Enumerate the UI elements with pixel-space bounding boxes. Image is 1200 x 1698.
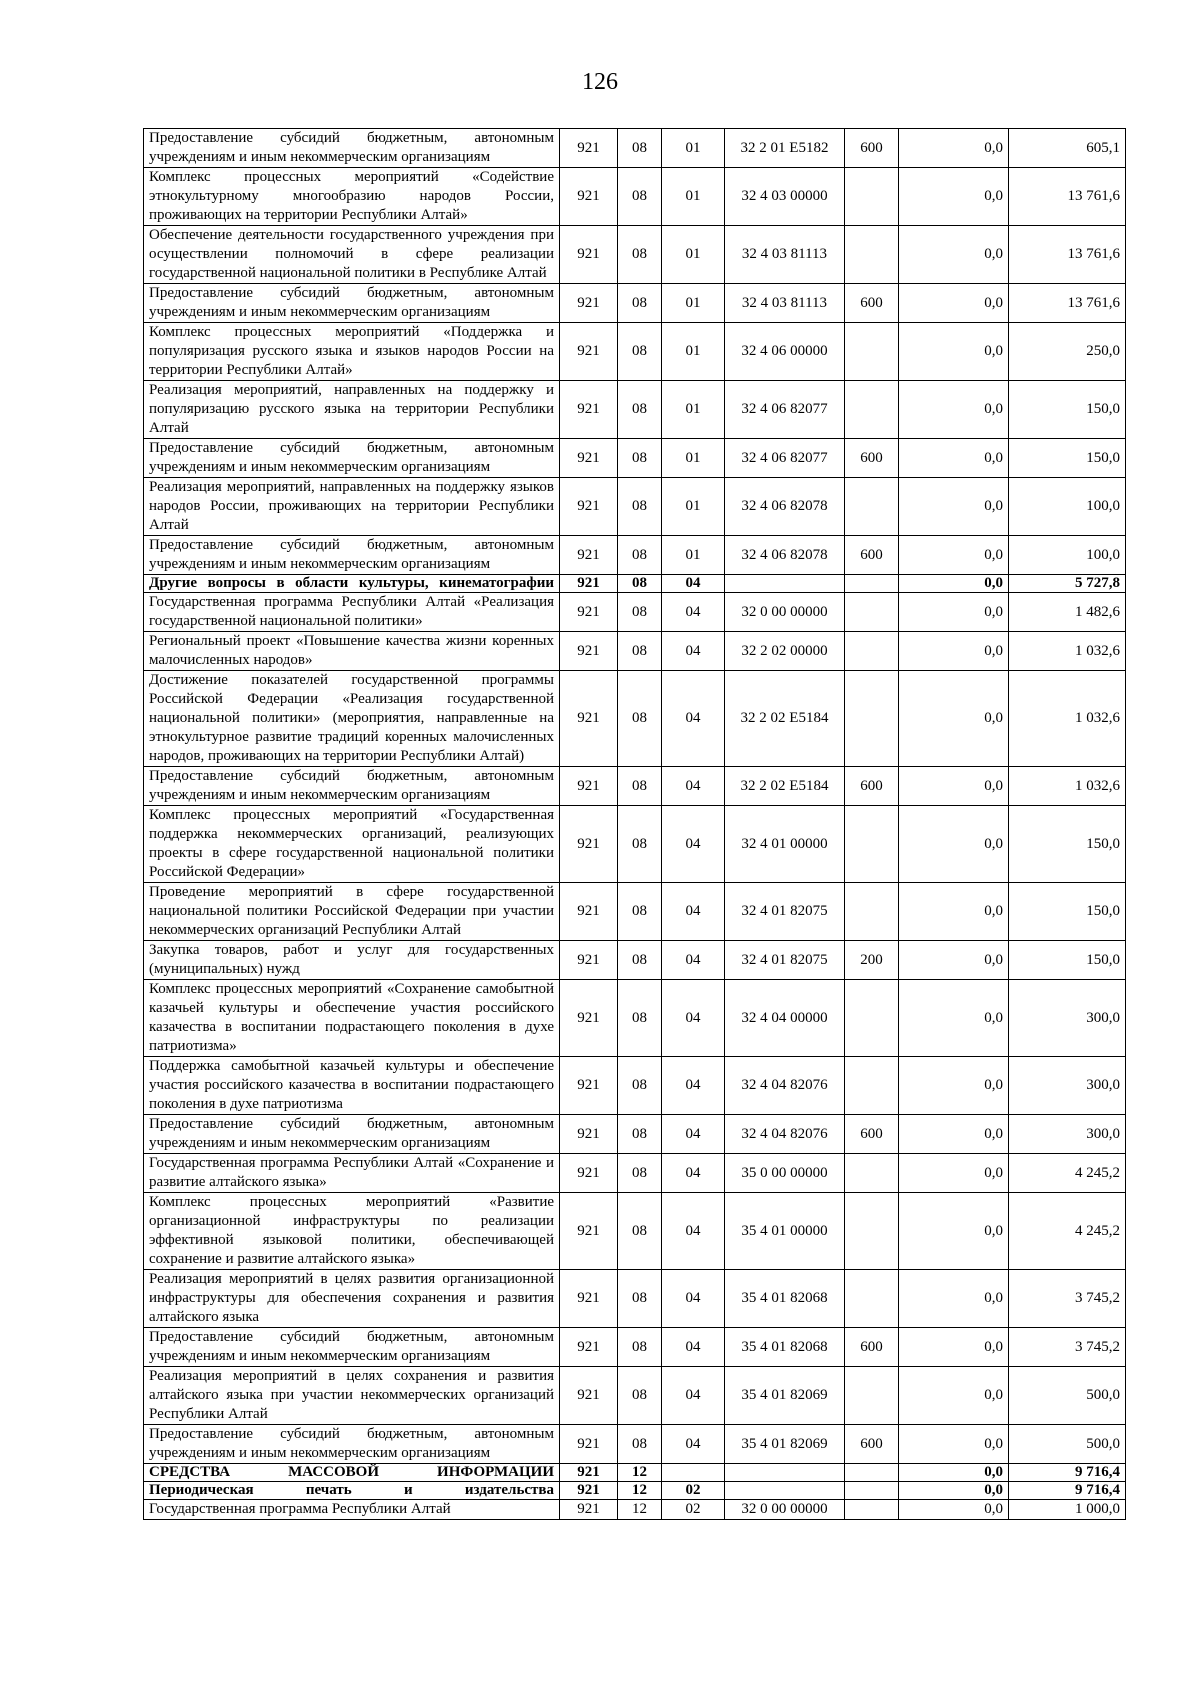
- row-rz-cell: 12: [618, 1482, 662, 1500]
- row-vr-cell: 600: [845, 1425, 899, 1464]
- row-pr-cell: 04: [662, 1193, 725, 1270]
- page-number: 126: [582, 69, 618, 95]
- row-rz-cell: 08: [618, 226, 662, 284]
- row-ved-cell: 921: [560, 1154, 618, 1193]
- row-name-cell: Комплекс процессных мероприятий «Содействие этнокультурному многообразию народов России, проживающих на территории Республики Алтай»: [144, 168, 560, 226]
- row-pr-cell: 04: [662, 575, 725, 593]
- table-row: [144, 1425, 1126, 1464]
- table-row: [144, 806, 1126, 883]
- row-csr-cell: 32 2 02 E5184: [725, 671, 845, 767]
- row-name-cell: Реализация мероприятий в целях сохранения и развития алтайского языка при участии некоммерческих организаций Республики Алтай: [144, 1367, 560, 1425]
- row-sum2-cell: 605,1: [1009, 129, 1126, 168]
- row-ved-cell: 921: [560, 536, 618, 575]
- row-pr-cell: 02: [662, 1500, 725, 1520]
- row-csr-cell: 32 2 02 E5184: [725, 767, 845, 806]
- row-vr-cell: 200: [845, 941, 899, 980]
- row-name-cell: Периодическая печать и издательства: [144, 1482, 560, 1500]
- row-csr-cell: [725, 1482, 845, 1500]
- row-sum2-cell: 150,0: [1009, 941, 1126, 980]
- row-sum1-cell: 0,0: [899, 575, 1009, 593]
- row-vr-cell: [845, 323, 899, 381]
- row-csr-cell: 32 4 06 82077: [725, 439, 845, 478]
- row-ved-cell: 921: [560, 381, 618, 439]
- row-sum1-cell: 0,0: [899, 226, 1009, 284]
- row-name-cell: Государственная программа Республики Алтай: [144, 1500, 560, 1520]
- row-sum1-cell: 0,0: [899, 439, 1009, 478]
- row-name-cell: Предоставление субсидий бюджетным, автономным учреждениям и иным некоммерческим организациям: [144, 439, 560, 478]
- row-rz-cell: 08: [618, 1425, 662, 1464]
- row-name-cell: Реализация мероприятий, направленных на поддержку языков народов России, проживающих на территории Республики Алтай: [144, 478, 560, 536]
- row-sum1-cell: 0,0: [899, 767, 1009, 806]
- row-rz-cell: 08: [618, 767, 662, 806]
- table-row: [144, 593, 1126, 632]
- row-ved-cell: 921: [560, 1464, 618, 1482]
- row-sum1-cell: 0,0: [899, 381, 1009, 439]
- row-pr-cell: 04: [662, 1367, 725, 1425]
- row-ved-cell: 921: [560, 1270, 618, 1328]
- row-name-cell: Комплекс процессных мероприятий «Развитие организационной инфраструктуры по реализации эффективной языковой политики, обеспечивающей сохранение и развитие алтайского языка»: [144, 1193, 560, 1270]
- row-rz-cell: 08: [618, 883, 662, 941]
- row-name-cell: Реализация мероприятий в целях развития организационной инфраструктуры для обеспечения сохранения и развития алтайского языка: [144, 1270, 560, 1328]
- row-name-cell: Государственная программа Республики Алтай «Сохранение и развитие алтайского языка»: [144, 1154, 560, 1193]
- table-row: [144, 284, 1126, 323]
- row-csr-cell: 35 4 01 82068: [725, 1270, 845, 1328]
- row-vr-cell: 600: [845, 536, 899, 575]
- row-ved-cell: 921: [560, 1115, 618, 1154]
- row-rz-cell: 08: [618, 129, 662, 168]
- row-pr-cell: 01: [662, 478, 725, 536]
- row-vr-cell: [845, 381, 899, 439]
- row-csr-cell: 32 4 03 81113: [725, 284, 845, 323]
- row-sum1-cell: 0,0: [899, 1367, 1009, 1425]
- row-rz-cell: 08: [618, 1057, 662, 1115]
- row-csr-cell: 32 4 03 00000: [725, 168, 845, 226]
- row-rz-cell: 08: [618, 439, 662, 478]
- row-vr-cell: [845, 226, 899, 284]
- row-ved-cell: 921: [560, 1328, 618, 1367]
- row-rz-cell: 08: [618, 671, 662, 767]
- table-row: [144, 1193, 1126, 1270]
- row-vr-cell: 600: [845, 1115, 899, 1154]
- row-name-cell: Реализация мероприятий, направленных на поддержку и популяризацию русского языка на территории Республики Алтай: [144, 381, 560, 439]
- row-name-cell: Комплекс процессных мероприятий «Поддержка и популяризация русского языка и языков народов России на территории Республики Алтай»: [144, 323, 560, 381]
- row-csr-cell: 32 4 06 00000: [725, 323, 845, 381]
- row-sum1-cell: 0,0: [899, 1270, 1009, 1328]
- row-rz-cell: 12: [618, 1464, 662, 1482]
- row-pr-cell: 01: [662, 284, 725, 323]
- row-sum2-cell: 13 761,6: [1009, 168, 1126, 226]
- row-sum2-cell: 150,0: [1009, 439, 1126, 478]
- row-sum2-cell: 13 761,6: [1009, 226, 1126, 284]
- row-sum2-cell: 1 000,0: [1009, 1500, 1126, 1520]
- table-row: [144, 767, 1126, 806]
- row-vr-cell: [845, 1270, 899, 1328]
- row-vr-cell: [845, 1482, 899, 1500]
- row-rz-cell: 08: [618, 168, 662, 226]
- row-name-cell: Поддержка самобытной казачьей культуры и обеспечение участия российского казачества в воспитании подрастающего поколения в духе патриотизма: [144, 1057, 560, 1115]
- row-pr-cell: 04: [662, 883, 725, 941]
- row-vr-cell: [845, 671, 899, 767]
- row-vr-cell: [845, 593, 899, 632]
- row-csr-cell: 32 2 02 00000: [725, 632, 845, 671]
- row-sum1-cell: 0,0: [899, 1500, 1009, 1520]
- row-name-cell: Предоставление субсидий бюджетным, автономным учреждениям и иным некоммерческим организациям: [144, 1425, 560, 1464]
- row-sum1-cell: 0,0: [899, 284, 1009, 323]
- row-ved-cell: 921: [560, 575, 618, 593]
- row-csr-cell: 35 4 01 00000: [725, 1193, 845, 1270]
- row-name-cell: СРЕДСТВА МАССОВОЙ ИНФОРМАЦИИ: [144, 1464, 560, 1482]
- row-csr-cell: 32 4 01 82075: [725, 883, 845, 941]
- row-pr-cell: 01: [662, 381, 725, 439]
- row-ved-cell: 921: [560, 883, 618, 941]
- row-rz-cell: 08: [618, 478, 662, 536]
- row-rz-cell: 08: [618, 1270, 662, 1328]
- row-pr-cell: 01: [662, 226, 725, 284]
- row-sum1-cell: 0,0: [899, 1115, 1009, 1154]
- row-sum1-cell: 0,0: [899, 1425, 1009, 1464]
- table-row: [144, 129, 1126, 168]
- row-vr-cell: [845, 632, 899, 671]
- row-name-cell: Достижение показателей государственной программы Российской Федерации «Реализация государственной национальной политики» (мероприятия, направленные на этнокультурное развитие традиций коренных малочисленных народов, проживающих на территории Республики Алтай): [144, 671, 560, 767]
- row-vr-cell: [845, 1464, 899, 1482]
- row-vr-cell: 600: [845, 284, 899, 323]
- row-pr-cell: 02: [662, 1482, 725, 1500]
- row-ved-cell: 921: [560, 226, 618, 284]
- row-csr-cell: 32 2 01 E5182: [725, 129, 845, 168]
- row-sum2-cell: 1 032,6: [1009, 767, 1126, 806]
- row-sum1-cell: 0,0: [899, 323, 1009, 381]
- row-ved-cell: 921: [560, 478, 618, 536]
- row-pr-cell: 04: [662, 593, 725, 632]
- row-rz-cell: 08: [618, 632, 662, 671]
- row-pr-cell: 04: [662, 1425, 725, 1464]
- row-pr-cell: 04: [662, 1328, 725, 1367]
- row-rz-cell: 08: [618, 381, 662, 439]
- table-row: [144, 632, 1126, 671]
- row-rz-cell: 08: [618, 536, 662, 575]
- row-name-cell: Другие вопросы в области культуры, кинематографии: [144, 575, 560, 593]
- row-csr-cell: 32 0 00 00000: [725, 1500, 845, 1520]
- row-name-cell: Проведение мероприятий в сфере государственной национальной политики Российской Федерации при участии некоммерческих организаций Республики Алтай: [144, 883, 560, 941]
- row-ved-cell: 921: [560, 1425, 618, 1464]
- row-ved-cell: 921: [560, 671, 618, 767]
- row-sum1-cell: 0,0: [899, 168, 1009, 226]
- row-vr-cell: [845, 1367, 899, 1425]
- row-pr-cell: 04: [662, 1154, 725, 1193]
- row-csr-cell: 35 4 01 82069: [725, 1425, 845, 1464]
- table-row: [144, 226, 1126, 284]
- row-sum2-cell: 1 482,6: [1009, 593, 1126, 632]
- table-row: [144, 323, 1126, 381]
- row-ved-cell: 921: [560, 168, 618, 226]
- table-row: [144, 1115, 1126, 1154]
- table-row: [144, 439, 1126, 478]
- row-name-cell: Предоставление субсидий бюджетным, автономным учреждениям и иным некоммерческим организациям: [144, 1328, 560, 1367]
- row-name-cell: Региональный проект «Повышение качества жизни коренных малочисленных народов»: [144, 632, 560, 671]
- row-vr-cell: [845, 806, 899, 883]
- row-vr-cell: [845, 1500, 899, 1520]
- row-sum2-cell: 300,0: [1009, 1115, 1126, 1154]
- row-sum1-cell: 0,0: [899, 129, 1009, 168]
- row-name-cell: Комплекс процессных мероприятий «Сохранение самобытной казачьей культуры и обеспечение участия российского казачества в воспитании подрастающего поколения в духе патриотизма»: [144, 980, 560, 1057]
- row-csr-cell: 35 4 01 82068: [725, 1328, 845, 1367]
- row-name-cell: Комплекс процессных мероприятий «Государственная поддержка некоммерческих организаций, реализующих проекты в сфере государственной национальной политики Российской Федерации»: [144, 806, 560, 883]
- row-ved-cell: 921: [560, 980, 618, 1057]
- row-rz-cell: 08: [618, 284, 662, 323]
- row-sum2-cell: 150,0: [1009, 883, 1126, 941]
- table-row: [144, 381, 1126, 439]
- row-ved-cell: 921: [560, 593, 618, 632]
- row-sum1-cell: 0,0: [899, 941, 1009, 980]
- row-sum2-cell: 13 761,6: [1009, 284, 1126, 323]
- table-row: [144, 980, 1126, 1057]
- row-csr-cell: 35 0 00 00000: [725, 1154, 845, 1193]
- table-row: [144, 1057, 1126, 1115]
- row-sum2-cell: 3 745,2: [1009, 1270, 1126, 1328]
- row-sum2-cell: 4 245,2: [1009, 1154, 1126, 1193]
- row-rz-cell: 08: [618, 1154, 662, 1193]
- row-rz-cell: 12: [618, 1500, 662, 1520]
- row-sum2-cell: 3 745,2: [1009, 1328, 1126, 1367]
- row-name-cell: Предоставление субсидий бюджетным, автономным учреждениям и иным некоммерческим организациям: [144, 284, 560, 323]
- row-csr-cell: 32 4 06 82077: [725, 381, 845, 439]
- row-csr-cell: 32 4 06 82078: [725, 536, 845, 575]
- row-pr-cell: 04: [662, 980, 725, 1057]
- row-name-cell: Предоставление субсидий бюджетным, автономным учреждениям и иным некоммерческим организациям: [144, 536, 560, 575]
- table-row: [144, 1482, 1126, 1500]
- row-csr-cell: 35 4 01 82069: [725, 1367, 845, 1425]
- row-pr-cell: 04: [662, 671, 725, 767]
- row-sum2-cell: 300,0: [1009, 980, 1126, 1057]
- row-ved-cell: 921: [560, 129, 618, 168]
- budget-table: [143, 128, 1126, 1520]
- row-rz-cell: 08: [618, 593, 662, 632]
- row-vr-cell: 600: [845, 767, 899, 806]
- row-ved-cell: 921: [560, 767, 618, 806]
- row-csr-cell: 32 4 06 82078: [725, 478, 845, 536]
- row-ved-cell: 921: [560, 323, 618, 381]
- table-row: [144, 941, 1126, 980]
- row-vr-cell: [845, 1154, 899, 1193]
- table-row: [144, 575, 1126, 593]
- row-csr-cell: 32 0 00 00000: [725, 593, 845, 632]
- row-sum1-cell: 0,0: [899, 1482, 1009, 1500]
- row-ved-cell: 921: [560, 1500, 618, 1520]
- row-vr-cell: [845, 980, 899, 1057]
- row-csr-cell: 32 4 01 00000: [725, 806, 845, 883]
- row-csr-cell: 32 4 04 82076: [725, 1115, 845, 1154]
- row-sum2-cell: 1 032,6: [1009, 632, 1126, 671]
- row-ved-cell: 921: [560, 806, 618, 883]
- row-pr-cell: 01: [662, 168, 725, 226]
- row-sum2-cell: 5 727,8: [1009, 575, 1126, 593]
- row-sum1-cell: 0,0: [899, 806, 1009, 883]
- row-vr-cell: 600: [845, 439, 899, 478]
- row-name-cell: Государственная программа Республики Алтай «Реализация государственной национальной политики»: [144, 593, 560, 632]
- row-sum2-cell: 150,0: [1009, 381, 1126, 439]
- row-ved-cell: 921: [560, 1057, 618, 1115]
- row-sum1-cell: 0,0: [899, 632, 1009, 671]
- row-ved-cell: 921: [560, 439, 618, 478]
- table-row: [144, 1328, 1126, 1367]
- row-ved-cell: 921: [560, 1193, 618, 1270]
- row-csr-cell: 32 4 04 82076: [725, 1057, 845, 1115]
- row-pr-cell: 04: [662, 1115, 725, 1154]
- table-row: [144, 478, 1126, 536]
- row-vr-cell: [845, 1193, 899, 1270]
- row-sum1-cell: 0,0: [899, 1057, 1009, 1115]
- row-ved-cell: 921: [560, 632, 618, 671]
- row-vr-cell: [845, 478, 899, 536]
- row-rz-cell: 08: [618, 1328, 662, 1367]
- row-sum2-cell: 100,0: [1009, 536, 1126, 575]
- row-pr-cell: 04: [662, 632, 725, 671]
- row-name-cell: Предоставление субсидий бюджетным, автономным учреждениям и иным некоммерческим организациям: [144, 129, 560, 168]
- table-row: [144, 1464, 1126, 1482]
- row-sum1-cell: 0,0: [899, 980, 1009, 1057]
- row-name-cell: Обеспечение деятельности государственного учреждения при осуществлении полномочий в сфере реализации государственной национальной политики в Республике Алтай: [144, 226, 560, 284]
- table-row: [144, 1367, 1126, 1425]
- row-pr-cell: 01: [662, 439, 725, 478]
- table-row: [144, 671, 1126, 767]
- row-sum1-cell: 0,0: [899, 1328, 1009, 1367]
- row-pr-cell: 04: [662, 767, 725, 806]
- row-ved-cell: 921: [560, 1367, 618, 1425]
- row-sum1-cell: 0,0: [899, 536, 1009, 575]
- row-pr-cell: 01: [662, 129, 725, 168]
- row-sum2-cell: 9 716,4: [1009, 1482, 1126, 1500]
- row-name-cell: Предоставление субсидий бюджетным, автономным учреждениям и иным некоммерческим организациям: [144, 767, 560, 806]
- row-pr-cell: 04: [662, 806, 725, 883]
- table-row: [144, 1500, 1126, 1520]
- row-ved-cell: 921: [560, 284, 618, 323]
- row-vr-cell: [845, 1057, 899, 1115]
- row-pr-cell: 04: [662, 941, 725, 980]
- table-row: [144, 1154, 1126, 1193]
- row-rz-cell: 08: [618, 1115, 662, 1154]
- row-rz-cell: 08: [618, 323, 662, 381]
- row-vr-cell: [845, 575, 899, 593]
- row-rz-cell: 08: [618, 575, 662, 593]
- row-csr-cell: 32 4 04 00000: [725, 980, 845, 1057]
- row-sum2-cell: 250,0: [1009, 323, 1126, 381]
- table-row: [144, 536, 1126, 575]
- row-name-cell: Закупка товаров, работ и услуг для государственных (муниципальных) нужд: [144, 941, 560, 980]
- row-rz-cell: 08: [618, 1193, 662, 1270]
- row-sum1-cell: 0,0: [899, 883, 1009, 941]
- budget-table-body: [144, 129, 1126, 1520]
- row-csr-cell: 32 4 01 82075: [725, 941, 845, 980]
- row-sum2-cell: 500,0: [1009, 1367, 1126, 1425]
- row-pr-cell: [662, 1464, 725, 1482]
- row-vr-cell: [845, 168, 899, 226]
- row-sum2-cell: 9 716,4: [1009, 1464, 1126, 1482]
- row-pr-cell: 04: [662, 1057, 725, 1115]
- row-rz-cell: 08: [618, 1367, 662, 1425]
- row-ved-cell: 921: [560, 1482, 618, 1500]
- row-sum1-cell: 0,0: [899, 478, 1009, 536]
- row-sum2-cell: 300,0: [1009, 1057, 1126, 1115]
- row-rz-cell: 08: [618, 941, 662, 980]
- row-vr-cell: 600: [845, 129, 899, 168]
- row-sum1-cell: 0,0: [899, 1464, 1009, 1482]
- row-vr-cell: [845, 883, 899, 941]
- table-row: [144, 1270, 1126, 1328]
- row-rz-cell: 08: [618, 980, 662, 1057]
- table-row: [144, 883, 1126, 941]
- row-pr-cell: 01: [662, 536, 725, 575]
- row-sum2-cell: 150,0: [1009, 806, 1126, 883]
- row-csr-cell: [725, 1464, 845, 1482]
- row-name-cell: Предоставление субсидий бюджетным, автономным учреждениям и иным некоммерческим организациям: [144, 1115, 560, 1154]
- row-sum2-cell: 500,0: [1009, 1425, 1126, 1464]
- row-sum2-cell: 1 032,6: [1009, 671, 1126, 767]
- row-sum2-cell: 100,0: [1009, 478, 1126, 536]
- row-ved-cell: 921: [560, 941, 618, 980]
- row-sum1-cell: 0,0: [899, 1154, 1009, 1193]
- row-sum2-cell: 4 245,2: [1009, 1193, 1126, 1270]
- table-row: [144, 168, 1126, 226]
- row-sum1-cell: 0,0: [899, 1193, 1009, 1270]
- row-vr-cell: 600: [845, 1328, 899, 1367]
- row-csr-cell: 32 4 03 81113: [725, 226, 845, 284]
- row-pr-cell: 01: [662, 323, 725, 381]
- row-pr-cell: 04: [662, 1270, 725, 1328]
- row-sum1-cell: 0,0: [899, 593, 1009, 632]
- row-rz-cell: 08: [618, 806, 662, 883]
- row-sum1-cell: 0,0: [899, 671, 1009, 767]
- row-csr-cell: [725, 575, 845, 593]
